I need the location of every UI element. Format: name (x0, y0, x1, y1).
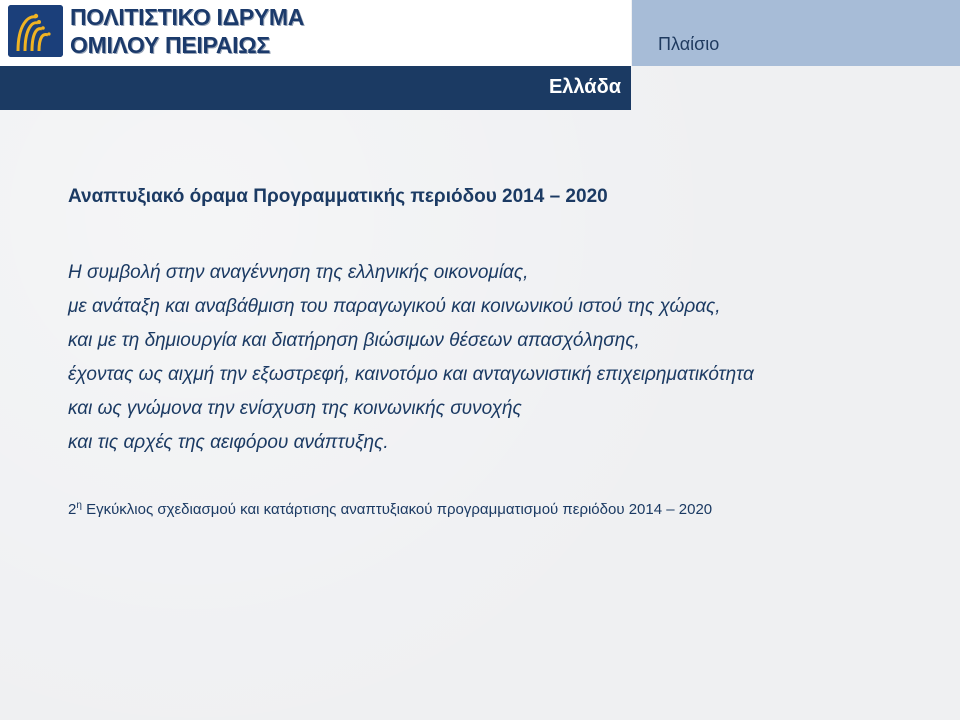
footnote-number: 2 (68, 501, 77, 518)
footnote-text: Εγκύκλιος σχεδιασμού και κατάρτισης αναπτυξιακού προγραμματισμού περιόδου 2014 – 2020 (81, 501, 713, 518)
vision-line: έχοντας ως αιχμή την εξωστρεφή, καινοτόμο και ανταγωνιστική επιχειρηματικότητα (68, 364, 754, 385)
logo-line-2: ΟΜΙΛΟΥ ΠΕΙΡΑΙΩΣ (70, 32, 270, 58)
vision-line: Η συμβολή στην αναγέννηση της ελληνικής οικονομίας, (68, 262, 529, 283)
vision-line: και με τη δημιουργία και διατήρηση βιώσιμων θέσεων απασχόλησης, (68, 330, 640, 351)
source-footnote (68, 500, 712, 518)
vision-line: και τις αρχές της αειφόρου ανάπτυξης. (68, 432, 389, 453)
logo-line-1: ΠΟΛΙΤΙΣΤΙΚΟ ΙΔΡΥΜΑ (70, 4, 305, 30)
content-title: Αναπτυξιακό όραμα Προγραμματικής περιόδου 2014 – 2020 (68, 186, 608, 207)
logo-wordmark (70, 3, 304, 59)
foundation-emblem-icon (8, 5, 63, 57)
footnote-superscript: η (76, 500, 82, 511)
vision-line: με ανάταξη και αναβάθμιση του παραγωγικού και κοινωνικού ιστού της χώρας, (68, 296, 721, 317)
region-bar (0, 66, 631, 110)
vision-text (68, 256, 754, 460)
logo-area (0, 0, 631, 66)
vision-line: και ως γνώμονα την ενίσχυση της κοινωνικής συνοχής (68, 398, 522, 419)
region-label: Ελλάδα (548, 76, 621, 98)
section-label: Πλαίσιο (658, 34, 720, 54)
section-header (632, 0, 960, 66)
